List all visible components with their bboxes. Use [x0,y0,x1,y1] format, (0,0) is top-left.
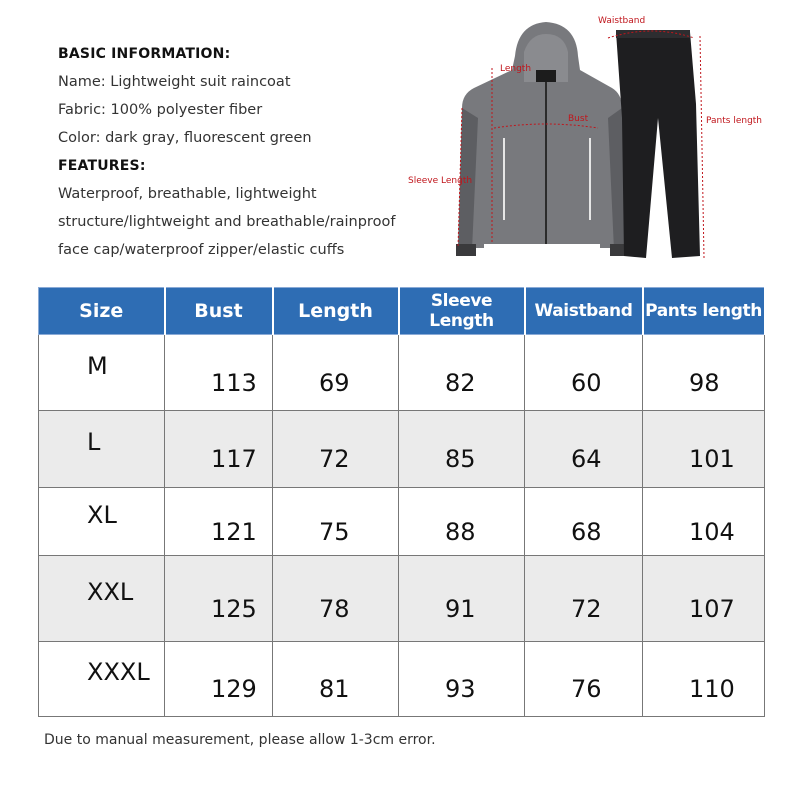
measurement-note: Due to manual measurement, please allow 1-3cm error. [44,732,436,748]
features-heading: FEATURES: [58,158,146,174]
size-cell: M [39,335,165,411]
basic-info-heading: BASIC INFORMATION: [58,46,231,62]
table-row [39,411,765,488]
length-cell: 72 [273,411,399,488]
size-cell: XXXL [39,642,165,717]
length-cell: 81 [273,642,399,717]
length-cell: 69 [273,335,399,411]
raincoat-illustration [400,8,770,270]
sleeve-length-cell: 88 [399,488,525,556]
bust-cell: 121 [165,488,273,556]
feature-line: face cap/waterproof zipper/elastic cuffs [58,242,345,258]
pants-length-cell: 101 [643,411,765,488]
waistband-cell: 76 [525,642,643,717]
sleeve-length-cell: 85 [399,411,525,488]
waistband-cell: 68 [525,488,643,556]
length-cell: 75 [273,488,399,556]
column-header: Waistband [525,288,643,335]
size-cell: XL [39,488,165,556]
product-info [58,40,408,264]
pants-length-cell: 110 [643,642,765,717]
pants-length-cell: 98 [643,335,765,411]
table-header-row [39,288,765,335]
pants-image [616,30,700,258]
jacket-image [456,22,630,256]
size-cell: XXL [39,556,165,642]
column-header: Bust [165,288,273,335]
table-row [39,642,765,717]
feature-line: Waterproof, breathable, lightweight [58,186,317,202]
sleeve-length-label: Sleeve Length [408,176,473,186]
size-cell: L [39,411,165,488]
product-fabric: Fabric: 100% polyester fiber [58,102,263,118]
waistband-cell: 72 [525,556,643,642]
product-name: Name: Lightweight suit raincoat [58,74,291,90]
product-color: Color: dark gray, fluorescent green [58,130,312,146]
raincoat-suit-figure [400,8,770,270]
column-header: Sleeve Length [399,288,525,335]
size-chart-table [38,287,766,717]
sleeve-length-cell: 93 [399,642,525,717]
bust-cell: 117 [165,411,273,488]
column-header: Size [39,288,165,335]
length-label: Length [500,64,532,74]
feature-line: structure/lightweight and breathable/rainproof [58,214,396,230]
length-cell: 78 [273,556,399,642]
pants-length-cell: 104 [643,488,765,556]
column-header: Pants length [643,288,765,335]
pants-length-label: Pants length [706,116,763,126]
bust-cell: 113 [165,335,273,411]
waistband-cell: 60 [525,335,643,411]
bust-cell: 125 [165,556,273,642]
sleeve-length-cell: 91 [399,556,525,642]
waistband-label: Waistband [598,16,646,26]
sleeve-length-cell: 82 [399,335,525,411]
pants-length-cell: 107 [643,556,765,642]
bust-cell: 129 [165,642,273,717]
bust-label: Bust [568,114,589,124]
column-header: Length [273,288,399,335]
table-row [39,488,765,556]
waistband-cell: 64 [525,411,643,488]
table-row [39,556,765,642]
table-row [39,335,765,411]
